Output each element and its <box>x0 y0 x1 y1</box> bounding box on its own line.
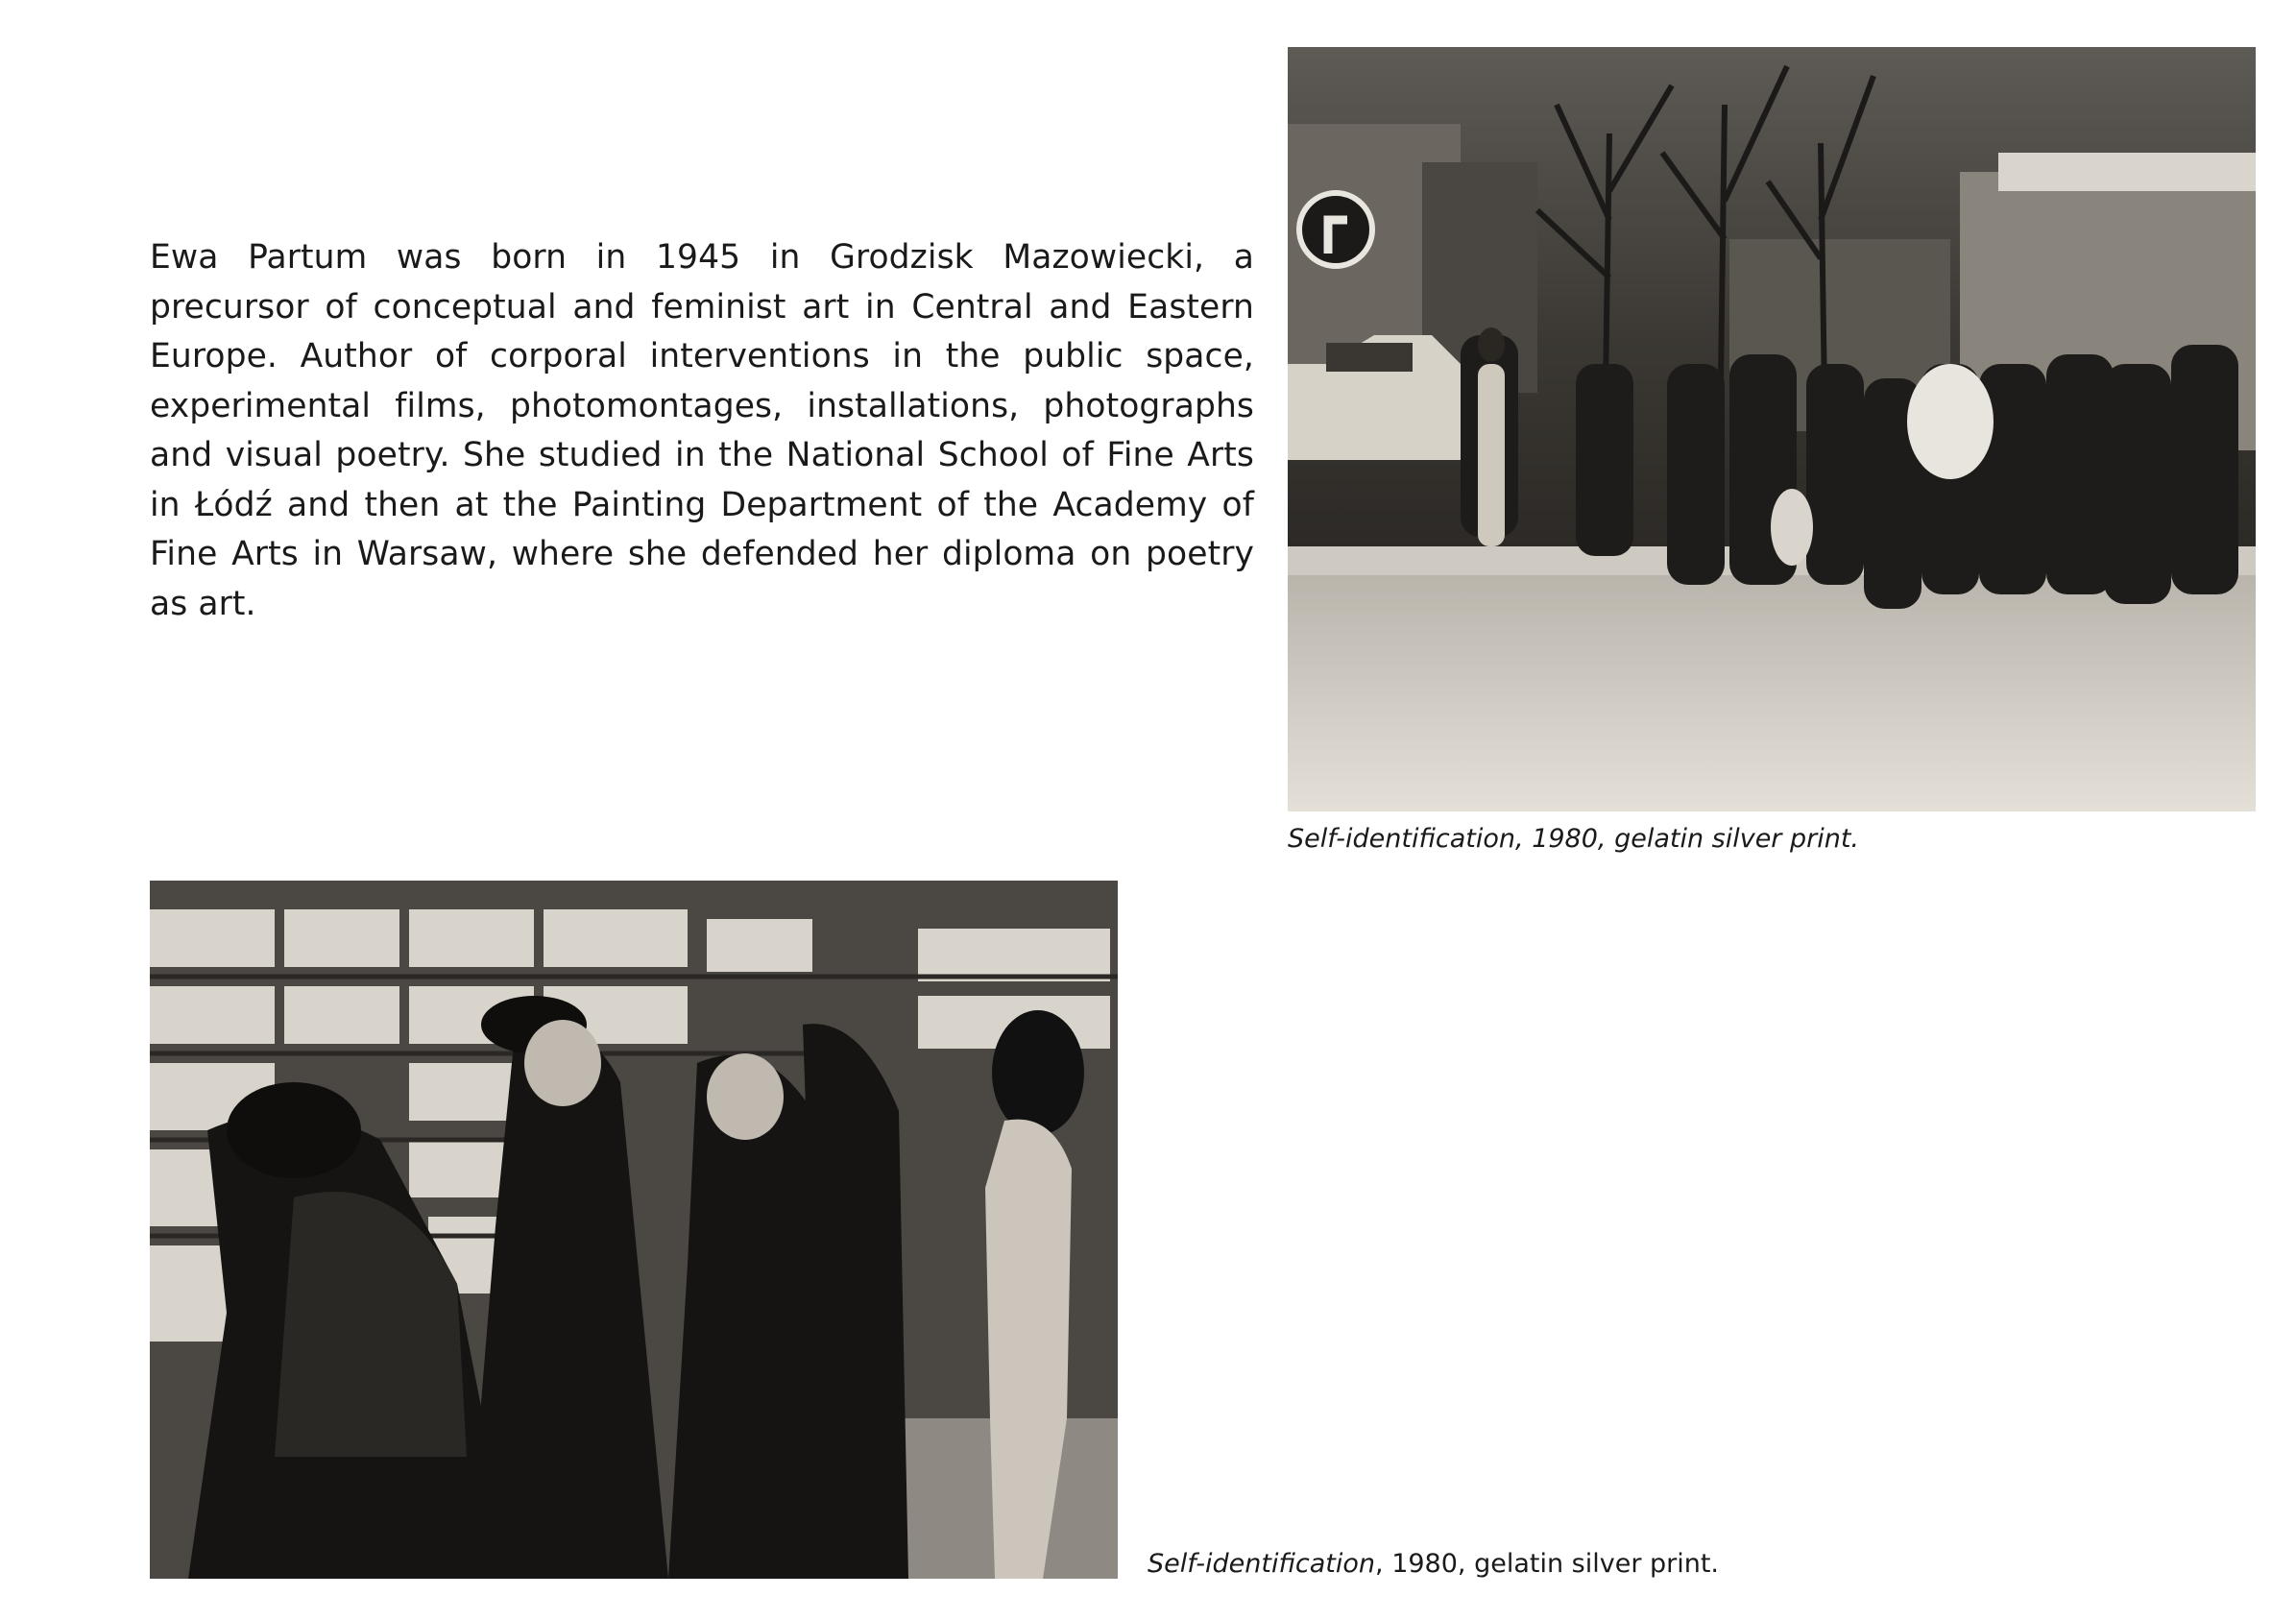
bookshop-photo-caption <box>1148 1548 1719 1581</box>
bookshop-photograph <box>150 881 1118 1579</box>
street-photograph <box>1288 47 2256 811</box>
street-photo-caption: Self-identification, 1980, gelatin silver print. <box>1288 824 1860 854</box>
caption-title: Self-identification <box>1148 1549 1376 1579</box>
bio-paragraph: Ewa Partum was born in 1945 in Grodzisk Mazowiecki, a precursor of conceptual and feminist art in Central and Eastern Europe. Author of corporal interventions in the public space, experimental films, photomontages, installations, photographs and visual poetry. She studied in the National School of Fine Arts in Łódź and then at the Painting Department of the Academy of Fine Arts in Warsaw, where she defended her diploma on poetry as art. <box>150 238 1254 623</box>
caption-details: , 1980, gelatin silver print. <box>1375 1549 1720 1579</box>
